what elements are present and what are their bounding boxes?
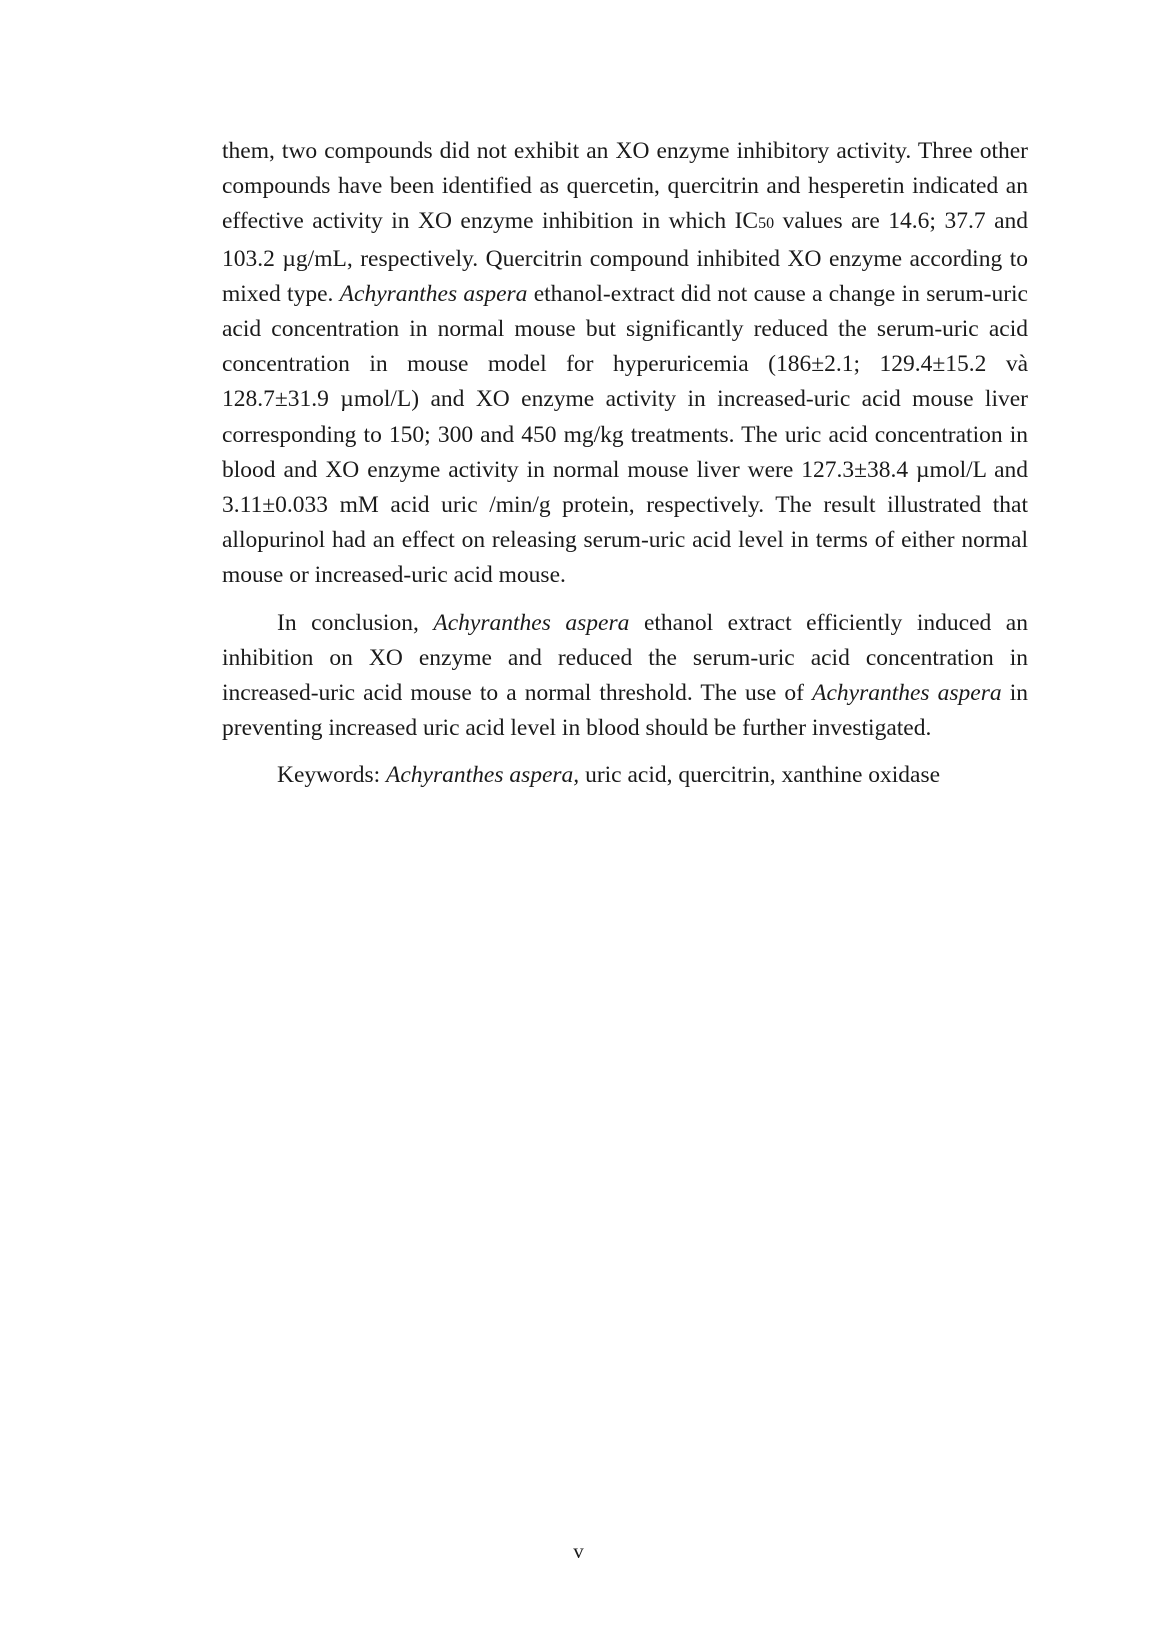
abstract-paragraph-results xyxy=(222,134,1028,594)
keywords-label: Keywords: xyxy=(277,762,386,789)
species-name: Achyranthes aspera xyxy=(812,680,1002,707)
species-name: Achyranthes aspera xyxy=(339,280,528,307)
paragraph-text: values are 14.6; 37.7 and 103.2 µg/mL, respectively. Quercitrin compound inhibited XO enzyme according to mixed type. xyxy=(222,208,1028,307)
paragraph-text: in preventing increased uric acid level in blood should be further investigated. xyxy=(222,680,1029,742)
paragraph-text: In conclusion, xyxy=(277,609,434,636)
paragraph-text: ethanol extract efficiently induced an inhibition on XO enzyme and reduced the serum-uric acid concentration in increased-uric acid mouse to a normal threshold. The use of xyxy=(222,609,1028,707)
paragraph-text: ethanol-extract did not cause a change in serum-uric acid concentration in normal mouse but significantly reduced the serum-uric acid concentration in mouse model for hyperuricemia (186±2.1; 129.4±15.2 và 128.7±31.9 µmol/L) and XO enzyme activity in increased-uric acid mouse liver corresponding to 150; 300 and 450 mg/kg treatments. The uric acid concentration in blood and XO enzyme activity in normal mouse liver were 127.3±38.4 µmol/L and 3.11±0.033 mM acid uric /min/g protein, respectively. The result illustrated that allopurinol had an effect on releasing serum-uric acid level in terms of either normal mouse or increased-uric acid mouse. xyxy=(222,280,1028,589)
abstract-paragraph-conclusion xyxy=(222,606,1028,747)
page-number: v xyxy=(573,1539,584,1563)
abstract-text xyxy=(222,134,1028,794)
paragraph-text: them, two compounds did not exhibit an XO enzyme inhibitory activity. Three other compounds have been identified as quercetin, quercitrin and hesperetin indicated an effective activity in XO enzyme inhibition in which IC xyxy=(222,138,1028,235)
subscript-text: 50 xyxy=(758,215,775,233)
keywords-list: uric acid, quercitrin, xanthine oxidase xyxy=(579,762,941,789)
keywords-line xyxy=(222,758,1028,793)
species-name: Achyranthes aspera xyxy=(433,609,630,636)
species-name: Achyranthes aspera, xyxy=(386,762,580,789)
